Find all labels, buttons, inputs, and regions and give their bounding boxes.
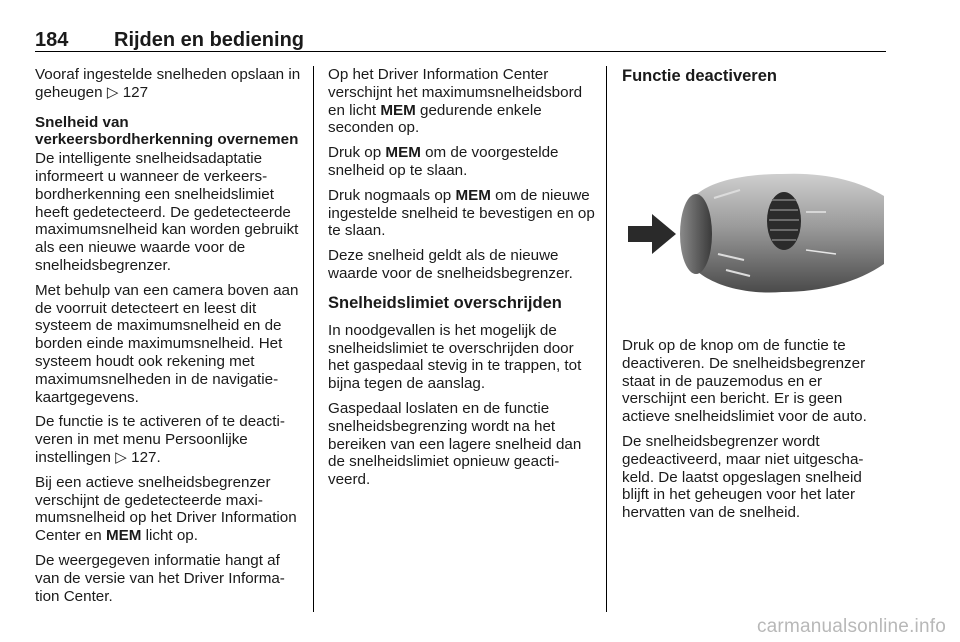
column-3 <box>622 66 886 529</box>
section-heading: Snelheidslimiet overschrijden <box>328 293 562 312</box>
stalk-illustration <box>622 86 886 326</box>
cruise-control-stalk-icon <box>622 86 886 326</box>
paragraph: Deze snelheid geldt als de nieuwe waarde voor de snelheidsbegrenzer. <box>328 247 573 282</box>
mem-label: MEM <box>105 527 142 545</box>
paragraph: Druk op MEM om de voorgestelde snelheid op te slaan. <box>328 144 559 179</box>
paragraph: Druk nogmaals op MEM om de nieuwe ingestelde snelheid te bevestigen en op te slaan. <box>328 186 595 240</box>
page-ref-arrow-icon: ▷ <box>106 83 119 101</box>
paragraph: Op het Driver Information Center verschijnt het maximumsnelheidsbord en licht MEM gedurende enkele seconden op. <box>328 66 583 137</box>
column-2 <box>328 66 596 496</box>
mem-label: MEM <box>455 186 491 204</box>
paragraph: Vooraf ingestelde snelheden opslaan in geheugen ▷ 127 <box>35 66 301 101</box>
paragraph: Met behulp van een camera boven aan de voorruit detecteert en leest dit systeem de maximumsnelheid en de borden einde maximumsnelheid. Het systeem houdt ook rekening met maximumsnelheden in de navigatiekaartgegevens. <box>35 281 299 406</box>
watermark: carmanualsonline.info <box>756 616 946 637</box>
header-divider <box>35 51 886 52</box>
column-divider-2 <box>606 66 607 612</box>
paragraph: Druk op de knop om de functie te deactiveren. De snelheidsbegrenzer staat in de pauzemodus en er verschijnt een bericht. Er is geen actieve snelheidslimiet voor de auto. <box>622 337 867 426</box>
paragraph: Gaspedaal loslaten en de functie snelheidsbegrenzing wordt na het bereiken van een lagere snelheid dan de snelheidslimiet opnieuw geactiveerd. <box>328 399 582 489</box>
paragraph: De intelligente snelheidsadaptatie informeert u wanneer de verkeersbordherkenning een snelheidslimiet heeft gedetecteerd. De gedetecteerde maximumsnelheid kan worden gebruikt als een nieuwe waarde voor de snelheidsbegrenzer. <box>35 150 299 274</box>
mem-label: MEM <box>385 144 421 162</box>
page-ref[interactable]: 127 <box>122 83 149 101</box>
page-ref[interactable]: 127. <box>131 448 161 466</box>
paragraph: De functie is te activeren of te deactiveren in met menu Persoonlijke instellingen ▷ 127. <box>35 413 285 466</box>
paragraph: De snelheidsbegrenzer wordt gedeactiveerd, maar niet uitgeschakeld. De laatst opgeslagen snelheid blijft in het geheugen voor het later hervatten van de snelheid. <box>622 432 864 522</box>
mem-label: MEM <box>380 101 416 119</box>
subheading: Snelheid van verkeersbordherkenning overnemen <box>35 113 299 149</box>
paragraph: Bij een actieve snelheidsbegrenzer verschijnt de gedetecteerde maximumsnelheid op het Driver Information Center en MEM licht op. <box>35 473 297 545</box>
page-header <box>35 29 885 53</box>
column-divider-1 <box>313 66 314 612</box>
page-ref-arrow-icon: ▷ <box>115 448 127 466</box>
paragraph: De weergegeven informatie hangt af van de versie van het Driver Information Center. <box>35 551 285 605</box>
chapter-title: Rijden en bediening <box>114 29 305 51</box>
page-number: 184 <box>35 29 69 51</box>
section-heading: Functie deactiveren <box>622 67 777 85</box>
paragraph: In noodgevallen is het mogelijk de snelheidslimiet te overschrijden door het gaspedaal stevig in te trappen, tot bijna tegen de aanslag. <box>328 321 582 393</box>
column-1 <box>35 66 303 612</box>
